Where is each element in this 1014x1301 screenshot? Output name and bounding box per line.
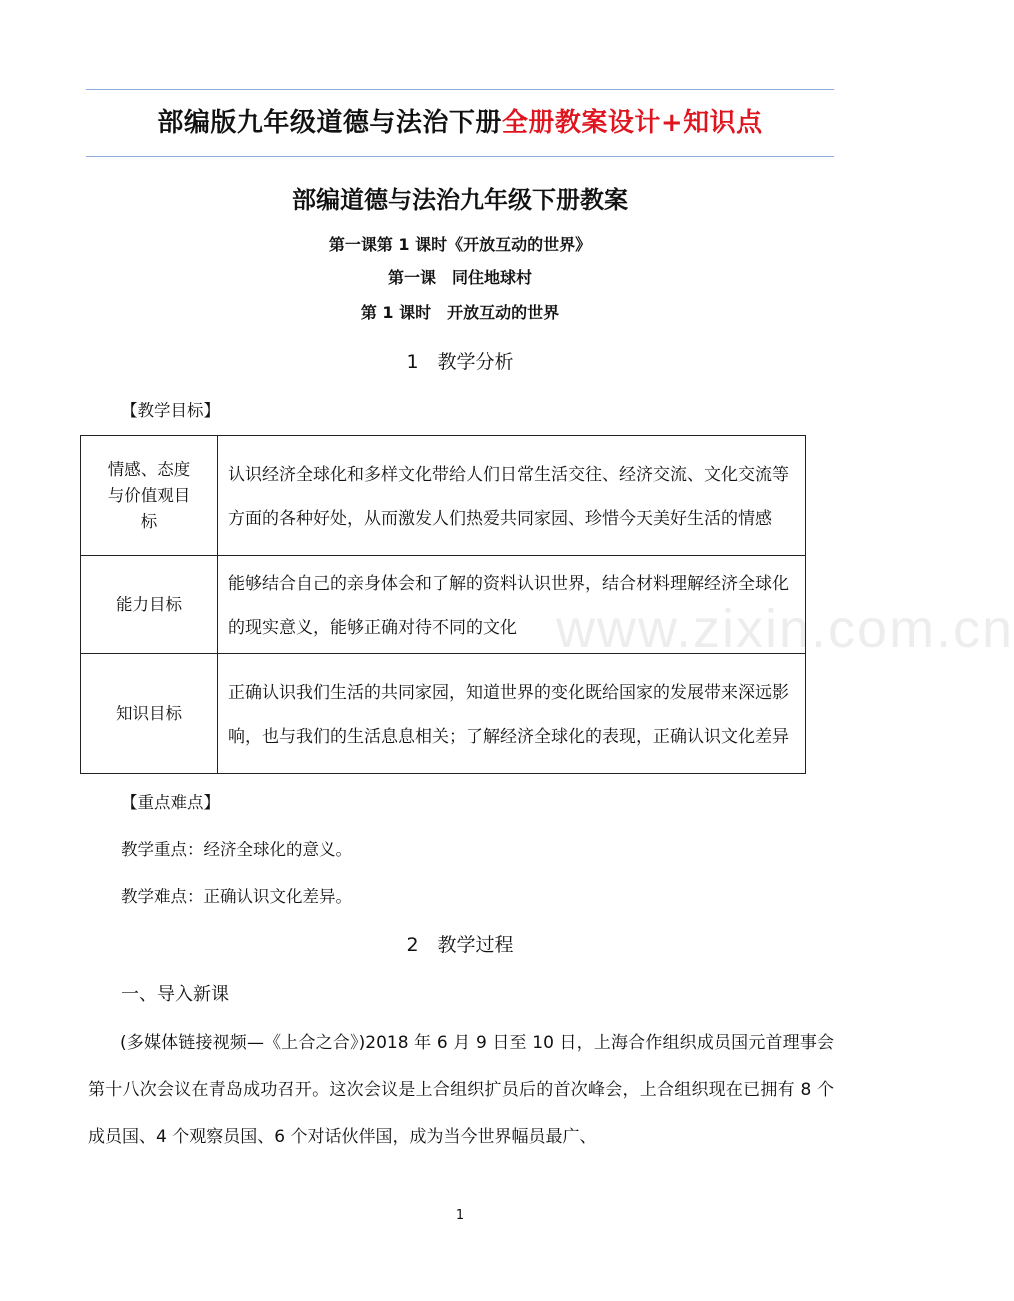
goal-category: 知识目标 [81,654,218,774]
table-row [81,436,806,556]
period-title: 第 1 课时 开放互动的世界 [360,303,560,322]
goal-description: 正确认识我们生活的共同家园，知道世界的变化既给国家的发展带来深远影响，也与我们的生活息息相关；了解经济全球化的表现，正确认识文化差异 [218,654,806,774]
intro-heading: 一、导入新课 [121,984,229,1005]
main-title: 部编道德与法治九年级下册教案 [292,186,628,214]
goal-category: 能力目标 [81,556,218,654]
unit-title: 第一课 同住地球村 [387,268,532,287]
bottom-divider [86,156,834,157]
section-heading-analysis: 1 教学分析 [406,351,514,373]
banner-title-red: 全册教案设计+知识点 [501,108,763,138]
key-points-label: 【重点难点】 [121,793,220,812]
top-divider [86,89,834,90]
section-heading-process: 2 教学过程 [406,934,514,956]
goals-label: 【教学目标】 [121,401,220,420]
goal-category: 情感、态度与价值观目标 [81,436,218,556]
intro-paragraph: (多媒体链接视频—《上合之合》)2018 年 6 月 9 日至 10 日，上海合作组织成员国元首理事会第十八次会议在青岛成功召开。这次会议是上合组织扩员后的首次峰会，上合组织现在已拥有 8 个成员国、4 个观察员国、6 个对话伙伴国，成为当今世界幅员最广、 [88,1033,834,1147]
goal-description: 能够结合自己的亲身体会和了解的资料认识世界，结合材料理解经济全球化的现实意义，能够正确对待不同的文化 [218,556,806,654]
difficult-point: 教学难点：正确认识文化差异。 [121,887,352,906]
table-row [81,654,806,774]
key-point: 教学重点：经济全球化的意义。 [121,840,352,859]
banner-title-black: 部编版九年级道德与法治下册 [157,108,502,138]
banner-title [0,103,920,143]
goal-description: 认识经济全球化和多样文化带给人们日常生活交往、经济交流、文化交流等方面的各种好处，从而激发人们热爱共同家园、珍惜今天美好生活的情感 [218,436,806,556]
watermark: www.zixin.com.cn [556,599,1014,659]
lesson-subtitle: 第一课第 1 课时《开放互动的世界》 [328,235,592,254]
page-number: 1 [455,1208,465,1223]
